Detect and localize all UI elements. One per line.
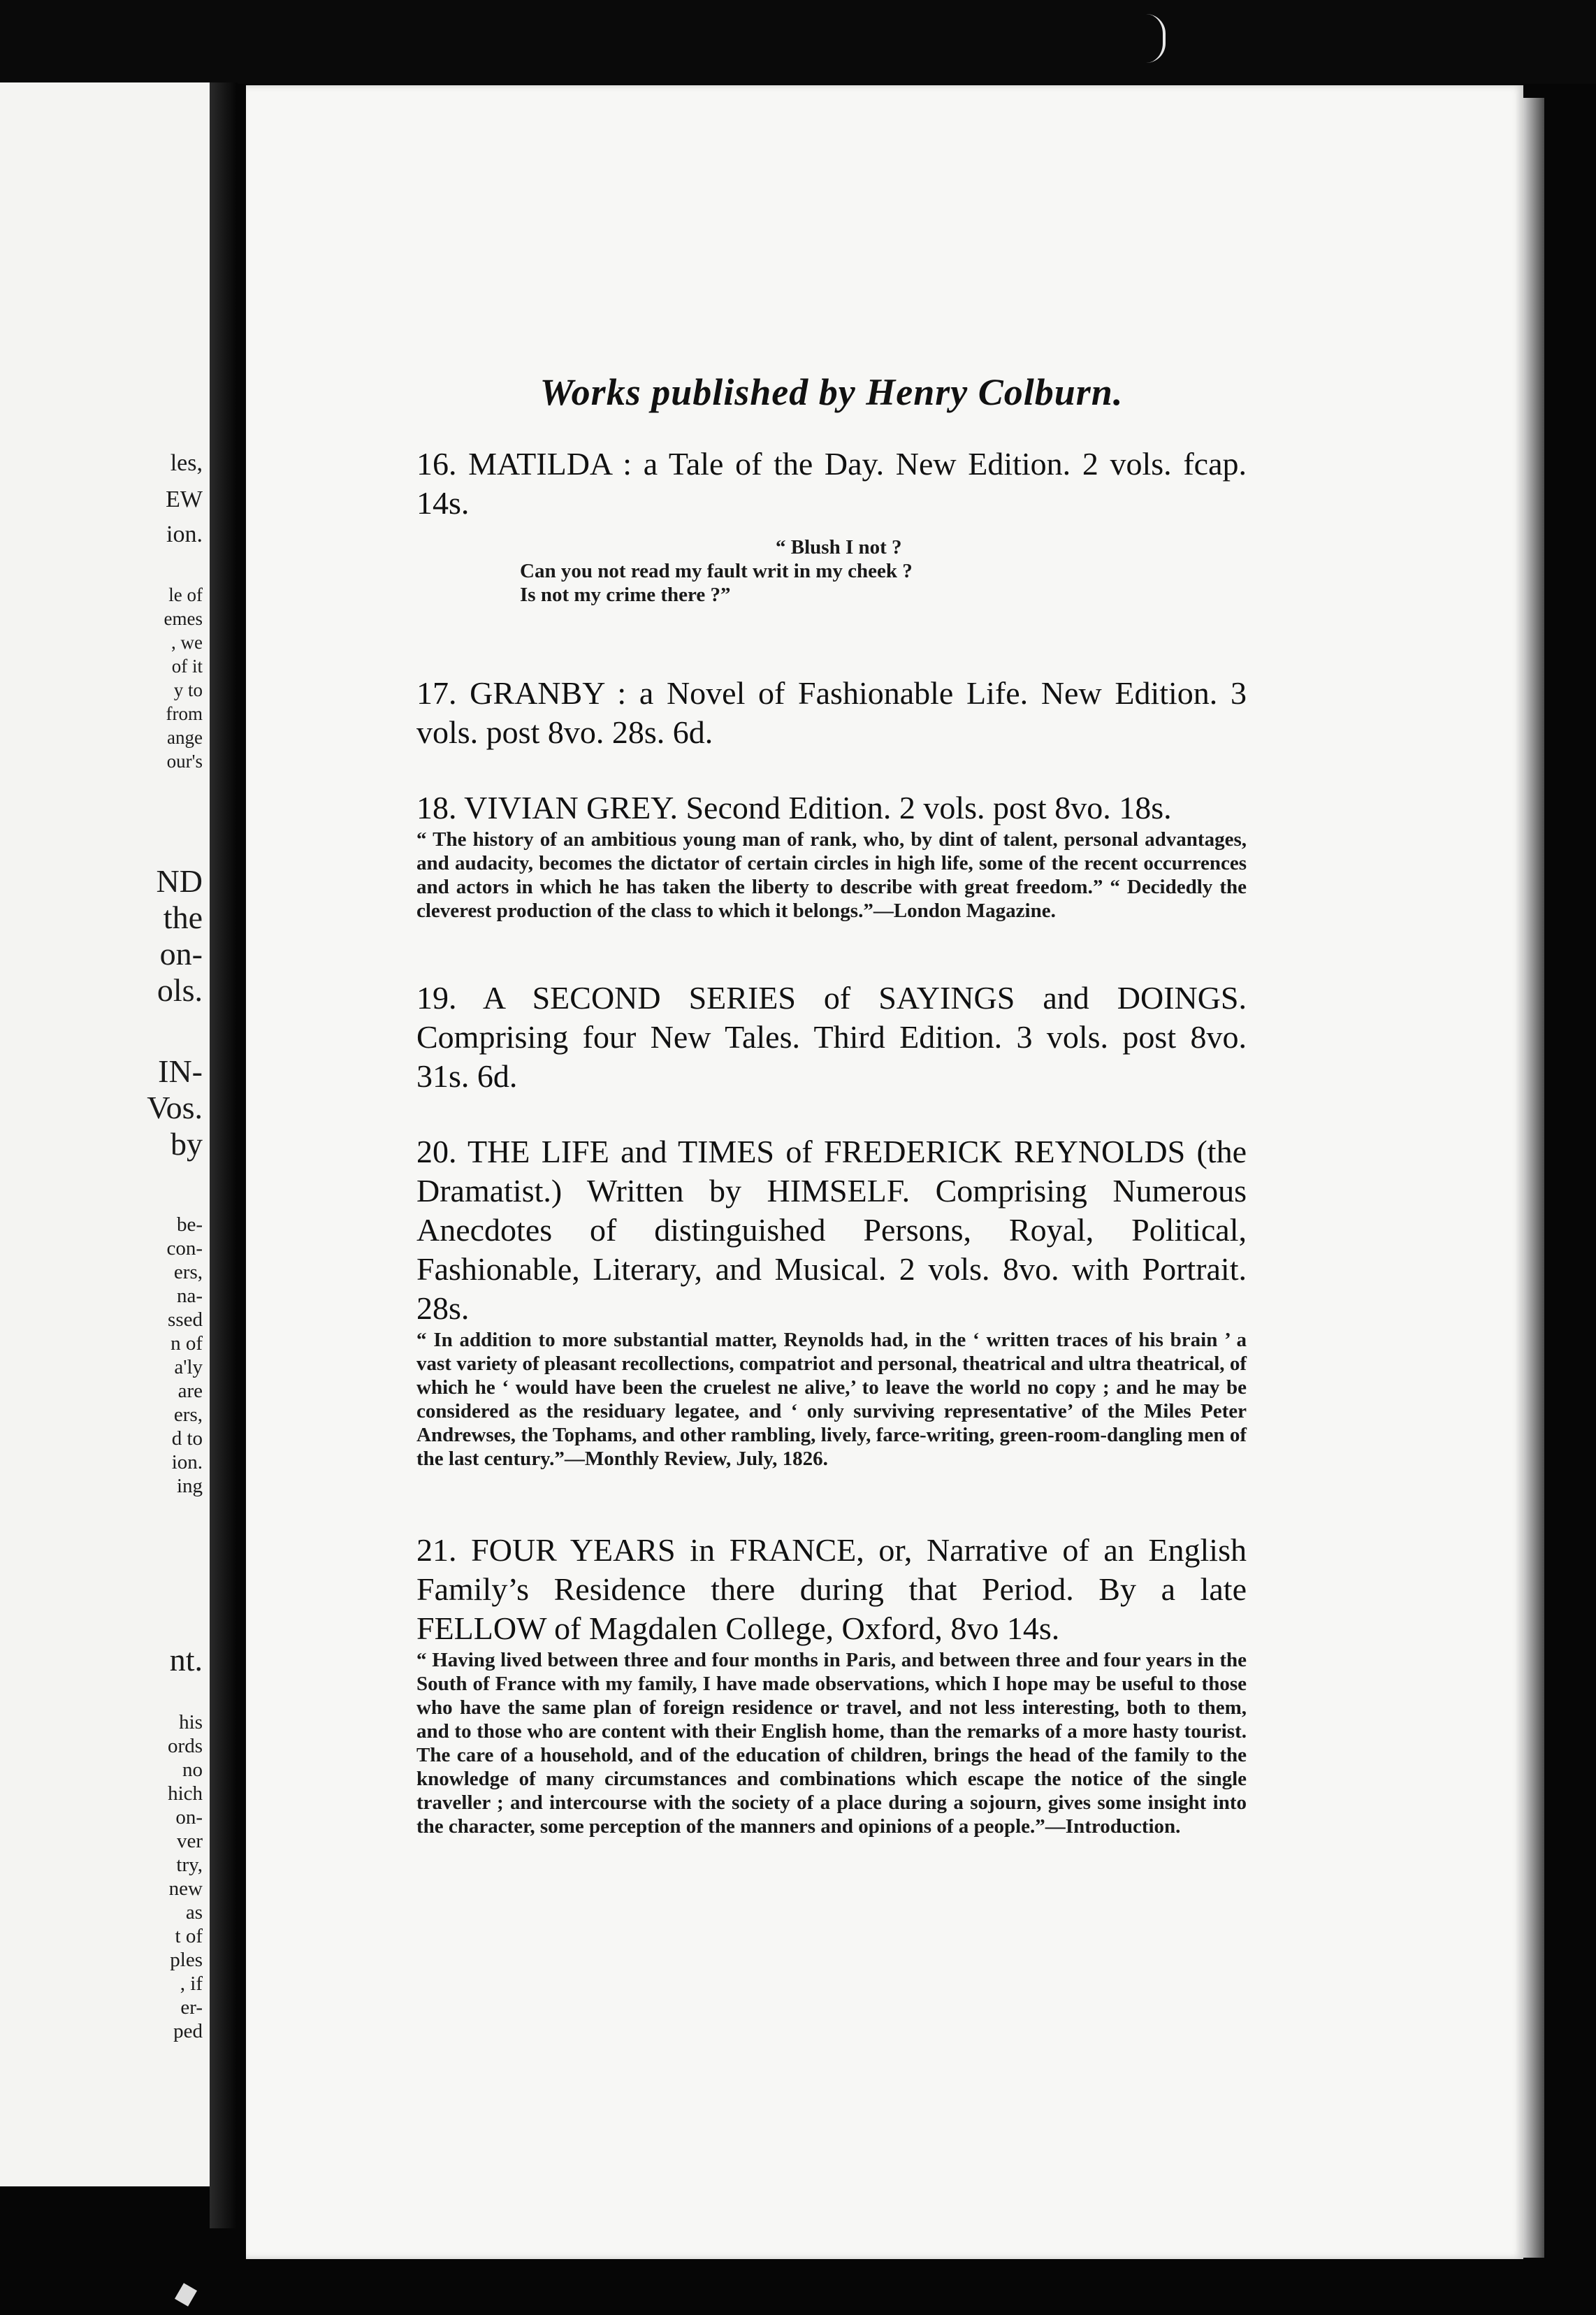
left-fragment: le of (168, 584, 203, 605)
entry-17 (416, 674, 1247, 752)
entry-title: 20. THE LIFE and TIMES of FREDERICK REYNOLDS (the Dramatist.) Written by HIMSELF. Comprising Numerous Anecdotes of distinguished Persons, Royal, Political, Fashionable, Literary, and Musical. 2 vols. 8vo. with Portrait. 28s. (416, 1134, 1247, 1326)
left-fragment: ange (167, 727, 203, 748)
left-fragment: ords (168, 1735, 203, 1757)
left-fragment: the (163, 900, 203, 935)
left-fragment: ers, (173, 1261, 203, 1283)
entry-20 (416, 1132, 1247, 1471)
left-fragment: ssed (168, 1308, 203, 1331)
left-fragment: ols. (157, 972, 203, 1008)
epigraph (416, 535, 1247, 607)
left-fragment: try, (176, 1854, 203, 1876)
top-gutter (0, 0, 1596, 84)
left-fragment: , if (180, 1973, 203, 1995)
left-fragment: from (166, 703, 203, 724)
left-fragment: a'ly (174, 1356, 203, 1378)
entry-title: 18. VIVIAN GREY. Second Edition. 2 vols. post 8vo. 18s. (416, 790, 1172, 825)
left-fragment: , we (171, 632, 203, 653)
left-fragment: be- (176, 1213, 203, 1236)
epigraph-line: Can you not read my fault writ in my cheek ? (520, 560, 913, 582)
left-fragment: Vos. (147, 1090, 203, 1125)
left-fragment: ND (156, 863, 203, 899)
page-edge (1523, 98, 1544, 2258)
left-fragment: ion. (171, 1451, 203, 1473)
left-facing-page (0, 82, 210, 2186)
left-fragment: d to (171, 1427, 203, 1450)
left-fragment: hich (168, 1782, 203, 1805)
entry-18 (416, 788, 1247, 923)
left-fragment: as (185, 1901, 203, 1924)
left-fragment: ples (170, 1949, 203, 1971)
left-fragment: les, (170, 450, 203, 476)
left-fragment: n of (171, 1332, 203, 1355)
left-fragment: ped (173, 2020, 203, 2042)
entry-title: 21. FOUR YEARS in FRANCE, or, Narrative of an English Family’s Residence there during that Period. By a late FELLOW of Magdalen College, Oxford, 8vo 14s. (416, 1532, 1247, 1646)
entry-title: 19. A SECOND SERIES of SAYINGS and DOINGS. Comprising four New Tales. Third Edition. 3 vols. post 8vo. 31s. 6d. (416, 980, 1247, 1094)
review-quote: “ In addition to more substantial matter, Reynolds had, in the ‘ written traces of his brain ’ a vast variety of pleasant recollections, compatriot and personal, theatrical and ultra theatrical, of which he ‘ would have been the cruelest ne alive,’ to leave the world no copy ; and he may be considered as the residuary legatee, and ‘ only surviving representative’ of the Miles Peter Andrewses, the Tophams, and other rambling, lively, farce-writing, green-room-dangling men of the last century.”—Monthly Review, July, 1826. (416, 1329, 1247, 1470)
page-curl-mark (1146, 14, 1166, 63)
left-fragment: ver (176, 1830, 203, 1852)
epigraph-line: “ Blush I not ? (776, 536, 902, 558)
entry-16 (416, 445, 1247, 607)
left-fragment: emes (164, 608, 203, 629)
left-fragment: EW (166, 486, 203, 512)
book-gutter-shadow (210, 82, 238, 2228)
entry-21 (416, 1531, 1247, 1838)
left-fragment: ers, (173, 1404, 203, 1426)
left-fragment: na- (176, 1285, 203, 1307)
left-fragment: new (168, 1877, 203, 1900)
page-header: Works published by Henry Colburn. (539, 371, 1124, 413)
left-fragment: are (177, 1380, 203, 1402)
left-fragment: by (171, 1126, 203, 1162)
left-fragment: nt. (169, 1642, 203, 1678)
epigraph-line: Is not my crime there ?” (520, 584, 731, 606)
left-fragment: our's (166, 751, 203, 772)
left-fragment: IN- (158, 1053, 203, 1089)
entry-19 (416, 979, 1247, 1096)
left-fragment: of it (171, 656, 203, 677)
left-fragment: con- (166, 1237, 203, 1260)
left-fragment: no (182, 1759, 203, 1781)
entry-title: 17. GRANBY : a Novel of Fashionable Life. New Edition. 3 vols. post 8vo. 28s. 6d. (416, 675, 1247, 750)
left-fragment: on- (159, 936, 203, 972)
review-quote: “ Having lived between three and four months in Paris, and between three and four years in the South of France with my family, I have made observations, which I hope may be useful to those who have the same plan of foreign residence or travel, and not less interesting, both to them, and to those who are content with their English home, than the remarks of a more hasty tourist. The care of a household, and of the education of children, brings the head of the family to the knowledge of many circumstances and combinations which escape the notice of the single traveller ; and intercourse with the society of a place during a sojourn, gives some insight into the character, some perception of the manners and opinions of a people.”—Introduction. (416, 1649, 1247, 1838)
left-fragment: on- (175, 1806, 203, 1829)
left-fragment: ion. (166, 521, 203, 547)
review-quote: “ The history of an ambitious young man of rank, who, by dint of talent, personal advantages, and audacity, becomes the dictator of certain circles in high life, some of the recent occurrences and actors in which he has taken the liberty to describe with great freedom.” “ Decidedly the cleverest production of the class to which it belongs.”—London Magazine. (416, 828, 1247, 922)
left-fragment: er- (180, 1996, 203, 2019)
entry-title: 16. MATILDA : a Tale of the Day. New Edition. 2 vols. fcap. 14s. (416, 446, 1247, 521)
left-fragment: t of (175, 1925, 203, 1947)
left-fragment: y to (173, 679, 203, 700)
left-fragment: his (179, 1711, 203, 1733)
left-fragment: ing (176, 1475, 203, 1497)
page-content (416, 370, 1247, 1838)
